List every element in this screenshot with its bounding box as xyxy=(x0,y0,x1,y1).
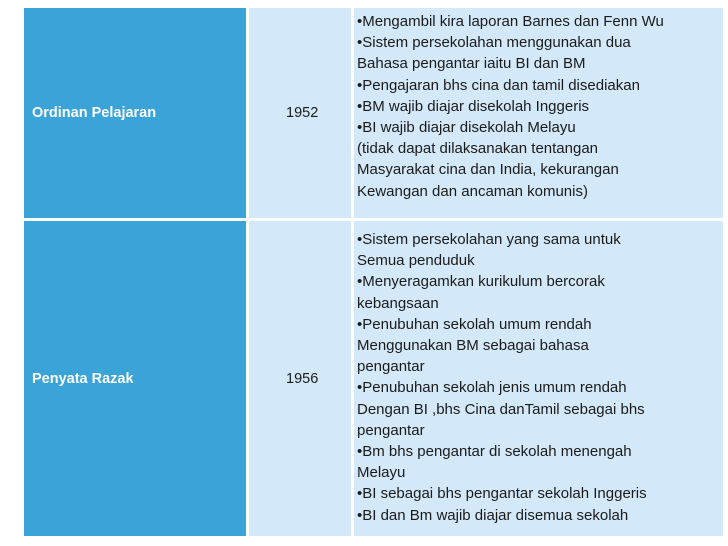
description-line: •BI sebagai bhs pengantar sekolah Inggeris xyxy=(357,485,647,503)
description-line: •Penubuhan sekolah jenis umum rendah xyxy=(357,379,627,397)
description-cell xyxy=(354,221,723,536)
description-line: •Bm bhs pengantar di sekolah menengah xyxy=(357,443,632,461)
description-line: •Mengambil kira laporan Barnes dan Fenn Wu xyxy=(357,13,664,30)
description-line: Kewangan dan ancaman komunis) xyxy=(357,182,588,200)
year-cell: 1952 xyxy=(249,8,354,218)
description-line: •Menyeragamkan kurikulum bercorak xyxy=(357,273,605,291)
description-line: (tidak dapat dilaksanakan tentangan xyxy=(357,140,599,158)
description-line: pengantar xyxy=(357,358,425,376)
description-line: Dengan BI ,bhs Cina danTamil sebagai bhs xyxy=(357,400,645,418)
policy-name-cell: Ordinan Pelajaran xyxy=(24,8,249,218)
description-line: Menggunakan BM sebagai bahasa xyxy=(357,337,589,355)
description-line: Melayu xyxy=(357,464,406,482)
description-line: •Sistem persekolahan menggunakan dua xyxy=(357,34,631,52)
description-cell xyxy=(354,8,723,218)
description-line: Bahasa pengantar iaitu BI dan BM xyxy=(357,55,586,73)
description-line: pengantar xyxy=(357,421,425,439)
description-line: •BI dan Bm wajib diajar disemua sekolah xyxy=(357,506,629,524)
description-line: Semua penduduk xyxy=(357,252,475,270)
policy-name-cell: Penyata Razak xyxy=(24,221,249,536)
description-line: •Pengajaran bhs cina dan tamil disediakan xyxy=(357,76,640,94)
description-line: •BM wajib diajar disekolah Inggeris xyxy=(357,97,590,115)
table-row xyxy=(24,221,723,539)
education-policy-table xyxy=(24,8,723,539)
description-line: kebangsaan xyxy=(357,294,439,312)
description-line: •Penubuhan sekolah umum rendah xyxy=(357,315,592,333)
table-row xyxy=(24,8,723,221)
description-line: Masyarakat cina dan India, kekurangan xyxy=(357,161,619,179)
description-line: •BI wajib diajar disekolah Melayu xyxy=(357,119,576,137)
year-cell: 1956 xyxy=(249,221,354,536)
description-line: •Sistem persekolahan yang sama untuk xyxy=(357,231,621,248)
